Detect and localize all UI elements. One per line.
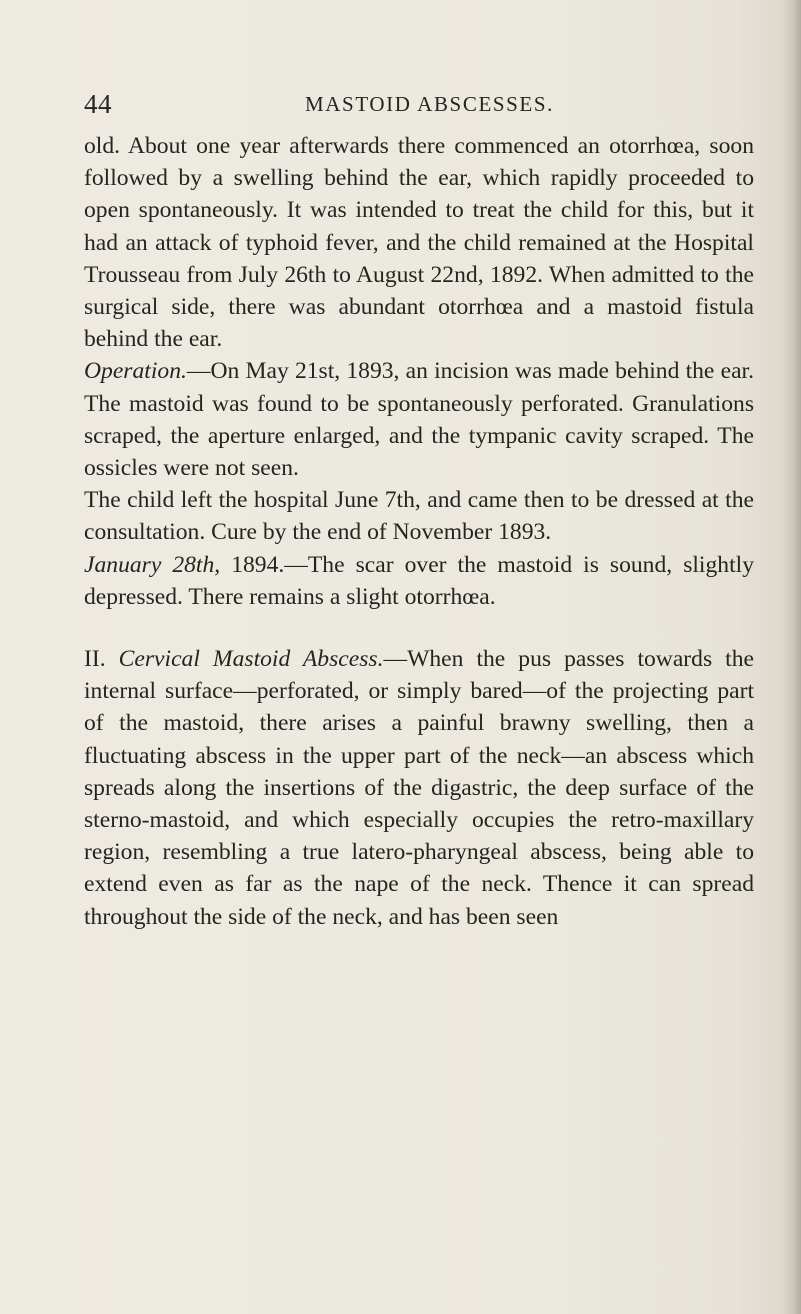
paragraph-lead-date: January 28th, [84,551,221,578]
paragraph-follow-up [84,549,754,613]
section-title: Cervical Mastoid Abscess. [118,646,384,673]
section-number: II. [84,646,119,673]
paragraph-operation [84,355,754,484]
paragraph-lead-operation: Operation. [84,358,187,385]
paragraph-text: —On May 21st, 1893, an incision was made behind the ear. The mastoid was found to be spontaneously perforated. Granulations scraped, the aperture enlarged, and the tympanic cavity scraped. The ossicles were not seen. [84,358,754,482]
running-head: MASTOID ABSCESSES. [305,92,554,116]
paragraph-case-history [84,130,754,355]
paragraph-text: —When the pus passes towards the internal surface—perforated, or simply bared—of the projecting part of the mastoid, there arises a painful brawny swelling, then a fluctuating abscess in the upper part of the neck—an abscess which spreads along the insertions of the digastric, the deep surface of the sterno-mastoid, and which especially occupies the retro-maxillary region, resembling a true latero-pharyngeal abscess, being able to extend even as far as the nape of the neck. Thence it can spread throughout the side of the neck, and has been seen [84,646,754,930]
body-text [84,130,754,933]
paragraph-text: The child left the hospital June 7th, and came then to be dressed at the consultation. Cure by the end of November 1893. [84,487,754,546]
paragraph-cervical-abscess [84,643,754,933]
page-header [0,84,801,124]
paragraph-discharge [84,484,754,548]
page-number: 44 [84,89,112,119]
page-edge-shadow [783,0,801,1314]
paragraph-text: old. About one year afterwards there commenced an otorrhœa, soon followed by a swelling behind the ear, which rapidly proceeded to open spontaneously. It was intended to treat the child for this, but it had an attack of typhoid fever, and the child remained at the Hospital Trousseau from July 26th to August 22nd, 1892. When admitted to the surgical side, there was abundant otorrhœa and a mastoid fistula behind the ear. [84,133,754,353]
paragraph-text: 1894.—The scar over the mastoid is sound, slightly depressed. There remains a slight otorrhœa. [84,551,754,610]
section-heading-cervical-mastoid-abscess [84,646,383,672]
